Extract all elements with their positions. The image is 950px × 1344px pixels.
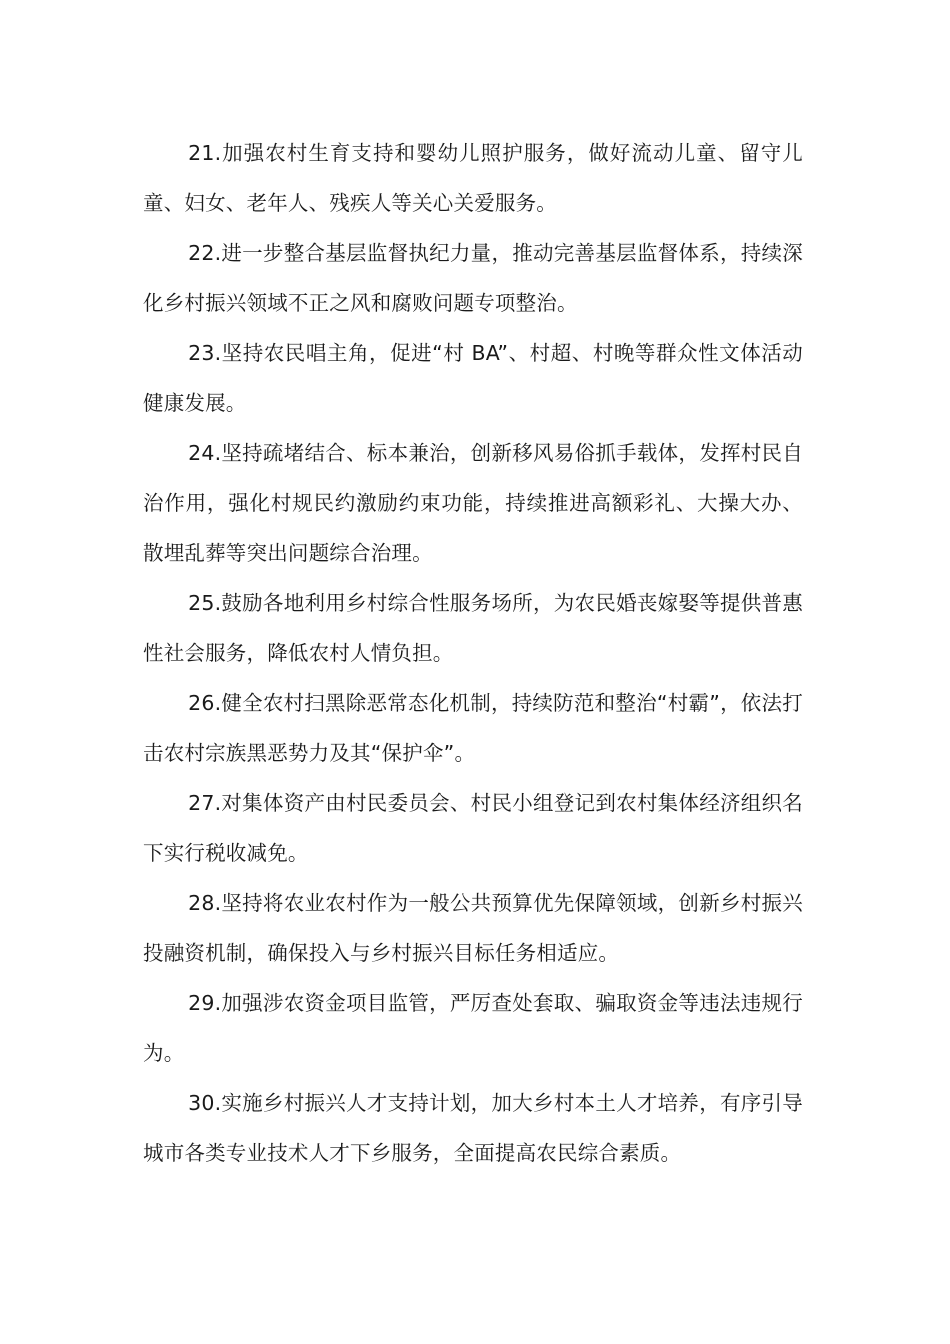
- paragraph-22: 22.进一步整合基层监督执纪力量，推动完善基层监督体系，持续深化乡村振兴领域不正之风和腐败问题专项整治。: [143, 241, 803, 315]
- paragraph-30: 30.实施乡村振兴人才支持计划，加大乡村本土人才培养，有序引导城市各类专业技术人才下乡服务，全面提高农民综合素质。: [143, 1091, 803, 1165]
- paragraph-24: 24.坚持疏堵结合、标本兼治，创新移风易俗抓手载体，发挥村民自治作用，强化村规民约激励约束功能，持续推进高额彩礼、大操大办、散埋乱葬等突出问题综合治理。: [143, 441, 803, 565]
- paragraph-23: 23.坚持农民唱主角，促进“村 BA”、村超、村晚等群众性文体活动健康发展。: [143, 341, 803, 415]
- paragraph-28: 28.坚持将农业农村作为一般公共预算优先保障领域，创新乡村振兴投融资机制，确保投入与乡村振兴目标任务相适应。: [143, 891, 803, 965]
- paragraph-26: 26.健全农村扫黑除恶常态化机制，持续防范和整治“村霸”，依法打击农村宗族黑恶势力及其“保护伞”。: [143, 691, 803, 765]
- paragraph-27: 27.对集体资产由村民委员会、村民小组登记到农村集体经济组织名下实行税收减免。: [143, 791, 803, 865]
- paragraph-25: 25.鼓励各地利用乡村综合性服务场所，为农民婚丧嫁娶等提供普惠性社会服务，降低农村人情负担。: [143, 591, 803, 665]
- paragraph-29: 29.加强涉农资金项目监管，严厉查处套取、骗取资金等违法违规行为。: [143, 991, 803, 1065]
- paragraph-21: 21.加强农村生育支持和婴幼儿照护服务，做好流动儿童、留守儿童、妇女、老年人、残疾人等关心关爱服务。: [143, 141, 803, 215]
- document-body: [143, 128, 803, 1178]
